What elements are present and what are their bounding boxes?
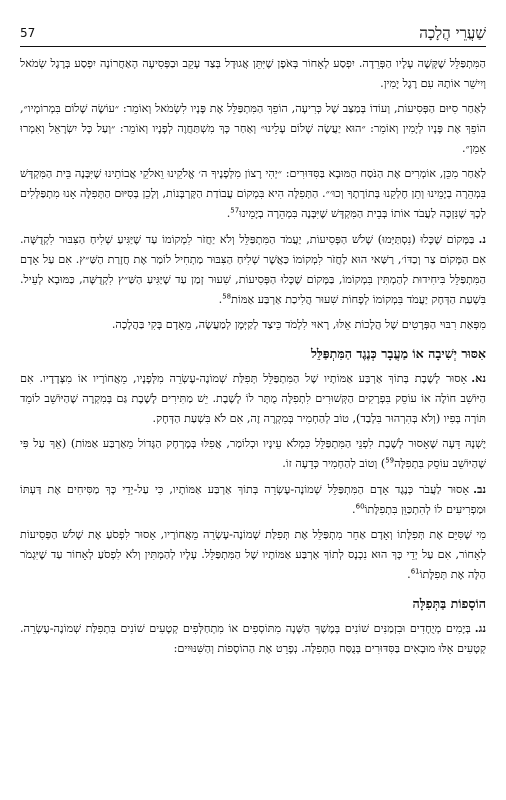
paragraph-text-tail: . xyxy=(407,568,411,581)
paragraph-text: לְאַחַר מִכֵּן, אוֹמְרִים אֶת הַנֹּסַח הַמּוּבָא בַּסִּדּוּרִים: ״יְהִי רָצוֹן מִלְּפָנֶיךָ ה׳ אֱלֹקֵינוּ וֵאלֹקֵי אֲבוֹתֵינוּ שֶׁיִּבָּנֶה בֵּית הַמִּקְדָּשׁ בִּמְהֵרָה בְיָמֵינוּ וְתֵן חֶלְקֵנוּ בְּתוֹרָתֶךָ וְכוּ׳״. הַתְּפִלָּה הִיא בִּמְקוֹם עֲבוֹדַת הַקָּרְבָּנוֹת, וְלָכֵן בְּסִיּוּם הַתְּפִלָּה אָנוּ מִתְפַּלְּלִים לְכָךְ שֶׁנִּזְכֶּה לַעֲבֹד אוֹתוֹ בְּבֵית הַמִּקְדָּשׁ שֶׁיִּבָּנֶה בִּמְהֵרָה בְיָמֵינוּ xyxy=(20,167,486,220)
header-rule xyxy=(20,46,486,47)
footnote-ref: 57 xyxy=(230,206,240,215)
paragraph xyxy=(20,54,486,94)
paragraph xyxy=(20,525,486,585)
paragraph: נ.בַּמָּקוֹם שֶׁכָּלוּ (נִסְתַּיְּמוּ) שָׁלֹשׁ הַפְּסִיעוֹת, יַעֲמֹד הַמִּתְפַּלֵּל וְלֹא יַחֲזֹר לִמְקוֹמוֹ עַד שֶׁיַּגִּיעַ שְׁלִיחַ הַצִּבּוּר לִקְדֻשָּׁה. אִם הַמָּקוֹם צַר וְכַדּוֹ׳, רַשַּׁאי הוּא לַחֲזֹר לִמְקוֹמוֹ כַּאֲשֶׁר שְׁלִיחַ הַצִּבּוּר מַתְחִיל לוֹמַר אֶת חֲזָרַת הַשַּׁ״ץ. אִם עַל אָדָם הַמִּתְפַּלֵּל בִּיחִידוּת לְהַמְתִּין בִּמְקוֹמוֹ, בַּמָּקוֹם שֶׁכָּלוּ הַפְּסִיעוֹת, שִׁעוּר זְמַן עַד שֶׁיַּגִּיעַ הַשַּׁ״ץ לִקְדֻשָּׁה, כַּמּוּבָא לְעֵיל. בִּשְׁעַת הַדְּחָק יַעֲמֹד בִּמְקוֹמוֹ לְפָחוֹת שִׁעוּר הֲלִיכַת אַרְבַּע אַמּוֹת$^{58}$. xyxy=(20,232,486,306)
paragraph xyxy=(20,434,486,474)
paragraph-text: מִי שֶׁסִּיֵּם אֶת תְּפִלָּתוֹ וְאָדָם אַחֵר מִתְפַּלֵּל אֶת תְּפִלַּת שְׁמוֹנֶה-עֶשְׂרֵה מֵאֲחוֹרָיו, אָסוּר לִפְסֹעַ אֶת שָׁלֹשׁ הַפְּסִיעוֹת לְאָחוֹר, אִם עַל יְדֵי כָּךְ הוּא נִכְנָס לְתוֹךְ אַרְבַּע אַמּוֹתָיו שֶׁל הַמִּתְפַּלֵּל. עָלָיו לְהַמְתִּין וְלֹא לִפְסֹעַ לְאָחוֹר עַד שֶׁיִּגְמֹר הַלָּה אֶת תְּפִלָּתוֹ xyxy=(20,528,486,581)
paragraph-text-tail: . xyxy=(352,503,356,516)
paragraph xyxy=(20,368,486,429)
paragraph-text: בַּמָּקוֹם שֶׁכָּלוּ (נִסְתַּיְּמוּ) שָׁלֹשׁ הַפְּסִיעוֹת, יַעֲמֹד הַמִּתְפַּלֵּל וְלֹא יַחֲזֹר לִמְקוֹמוֹ עַד שֶׁיַּגִּיעַ שְׁלִיחַ הַצִּבּוּר לִקְדֻשָּׁה. אִם הַמָּקוֹם צַר וְכַדּוֹ׳, רַשַּׁאי הוּא לַחֲזֹר לִמְקוֹמוֹ כַּאֲשֶׁר שְׁלִיחַ הַצִּבּוּר מַתְחִיל לוֹמַר אֶת חֲזָרַת הַשַּׁ״ץ. אִם עַל אָדָם הַמִּתְפַּלֵּל בִּיחִידוּת לְהַמְתִּין בִּמְקוֹמוֹ, בַּמָּקוֹם שֶׁכָּלוּ הַפְּסִיעוֹת, שִׁעוּר זְמַן עַד שֶׁיַּגִּיעַ הַשַּׁ״ץ לִקְדֻשָּׁה, כַּמּוּבָא לְעֵיל. בִּשְׁעַת הַדְּחָק יַעֲמֹד בִּמְקוֹמוֹ לְפָחוֹת שִׁעוּר הֲלִיכַת אַרְבַּע אַמּוֹת xyxy=(20,233,486,306)
paragraph-text: אָסוּר לָשֶׁבֶת בְּתוֹךְ אַרְבַּע אַמּוֹתָיו שֶׁל הַמִּתְפַּלֵּל תְּפִלַּת שְׁמוֹנֶה-עֶשְׂרֵה מִלְּפָנָיו, מֵאֲחוֹרָיו אוֹ מִצְּדָדָיו. אִם הַיּוֹשֵׁב חוֹלֶה אוֹ עוֹסֵק בִּפְרָקִים הַקְּשׁוּרִים לִתְפִלָּה מֻתָּר לוֹ לָשֶׁבֶת. יֵשׁ מַתִּירִים לָשֶׁבֶת גַּם בְּמִקְרֶה שֶׁהַיּוֹשֵׁב לוֹמֵד תּוֹרָה בְּפִיו (וְלֹא בְּהִרְהוּר בִּלְבַד), טוֹב לְהַחְמִיר בְּמִקְרֶה זֶה, אִם לֹא בִּשְׁעַת הַדְּחָק. xyxy=(20,372,486,425)
paragraph-text: יֶשְׁנָהּ דֵּעָה שֶׁאָסוּר לָשֶׁבֶת לִפְנֵי הַמִּתְפַּלֵּל כִּמְלֹא עֵינָיו וּכְלוֹמַר, אֲפִלּוּ בְּמֶרְחָק הַגָּדוֹל מֵאַרְבַּע אַמּוֹת) (אֵךְ עַל פִּי שֶׁהַיּוֹשֵׁב עוֹסֵק בִּתְפִלָּה xyxy=(20,437,486,470)
section-number: נג. xyxy=(474,621,486,635)
paragraph xyxy=(20,618,486,659)
page-body xyxy=(20,54,486,792)
section-heading: הוֹסָפוֹת בַּתְּפִלָּה xyxy=(412,596,486,611)
section-heading: אִסּוּר יְשִׁיבָה אוֹ מַעֲבָר כְּנֶגֶד הַמִּתְפַּלֵּל xyxy=(310,346,486,361)
paragraph xyxy=(20,99,486,159)
paragraph-text: הַמִּתְפַּלֵּל שֶׁקָּשֶׁה עָלָיו הַפְּרֵדָה. יִפְסַע לְאָחוֹר בְּאֹפֶן שֶׁיִּתֵּן אֲגוּדָל בְּצַד עָקֵב וּבַפְּסִיעָה הָאַחֲרוֹנָה יִפְסַע בְּרֶגֶל שְׂמֹאל וְיִישֵׁר אוֹתָהּ עִם רֶגֶל יָמִין. xyxy=(20,57,486,90)
paragraph-text: לְאַחַר סִיּוּם הַפְּסִיעוֹת, וְעוֹדוֹ בְּמַצַּב שֶׁל כְּרִיעָה, הוֹפֵךְ הַמִּתְפַּלֵּל אֶת פָּנָיו לִשְׂמֹאל וְאוֹמֵר: ״עוֹשֶׂה שָׁלוֹם בִּמְרוֹמָיו״, הוֹפֵךְ אֶת פָּנָיו לְיָמִין וְאוֹמֵר: ״הוּא יַעֲשֶׂה שָׁלוֹם עָלֵינוּ״ וְאַחַר כָּךְ מִשְׁתַּחֲוֶה לְפָנָיו וְאוֹמֵר: ״וְעַל כָּל יִשְׂרָאֵל וְאִמְרוּ אָמֵן״. xyxy=(20,102,486,155)
page-number: 57 xyxy=(20,26,36,40)
section-number: נב. xyxy=(473,482,486,496)
footnote-ref: 58 xyxy=(222,292,232,301)
footnote-ref: 60 xyxy=(355,502,365,511)
paragraph-text-tail: ) וְטוֹב לְהַחְמִיר כְּדֵעָה זוֹ. xyxy=(282,457,386,470)
paragraph xyxy=(20,315,486,335)
footnote-ref: 59 xyxy=(385,456,395,465)
page-header xyxy=(20,24,486,46)
paragraph: לְאַחַר מִכֵּן, אוֹמְרִים אֶת הַנֹּסַח הַמּוּבָא בַּסִּדּוּרִים: ״יְהִי רָצוֹן מִלְּפָנֶיךָ ה׳ אֱלֹקֵינוּ וֵאלֹקֵי אֲבוֹתֵינוּ שֶׁיִּבָּנֶה בֵּית הַמִּקְדָּשׁ בִּמְהֵרָה בְיָמֵינוּ וְתֵן חֶלְקֵנוּ בְּתוֹרָתֶךָ וְכוּ׳״. הַתְּפִלָּה הִיא בִּמְקוֹם עֲבוֹדַת הַקָּרְבָּנוֹת, וְלָכֵן בְּסִיּוּם הַתְּפִלָּה אָנוּ מִתְפַּלְּלִים לְכָךְ שֶׁנִּזְכֶּה לַעֲבֹד אוֹתוֹ בְּבֵית הַמִּקְדָּשׁ שֶׁיִּבָּנֶה בִּמְהֵרָה בְיָמֵינוּ$^{57}$. xyxy=(20,167,486,220)
paragraph-text: בְּיָמִים מְיֻחָדִים וּבִזְמַנִּים שׁוֹנִים בְּמֶשֶׁךְ הַשָּׁנָה מִתּוֹסְפִים אוֹ מִתְחַלְּפִים קְטָעִים שׁוֹנִים בִּתְפִלַּת שְׁמוֹנֶה-עֶשְׂרֵה. קְטָעִים אֵלּוּ מוּבָאִים בַּסִּדּוּרִים בְּנֻסַּח הַתְּפִלָּה. נְפָרֵט אֶת הַהוֹסָפוֹת וְהַשִּׁנּוּיִים: xyxy=(20,622,486,655)
section-number: נ. xyxy=(478,232,486,246)
footnote-ref: 61 xyxy=(410,567,420,576)
running-title: שַׁעֲרֵי הֲלָכָה xyxy=(419,24,486,42)
section-number: נא. xyxy=(471,371,486,385)
paragraph-text: אָסוּר לַעֲבֹר כְּנֶגֶד אָדָם הַמִּתְפַּלֵּל שְׁמוֹנֶה-עֶשְׂרֵה בְּתוֹךְ אַרְבַּע אַמּוֹתָיו, כִּי עַל-יְדֵי כָּךְ מַסִּיחִים אֶת דַּעְתּוֹ וּמַפְרִיעִים לוֹ לְהִתְכַּוֵּן בִּתְפִלָּתוֹ xyxy=(20,483,486,516)
paragraph-text: מִפְּאַת רִבּוּי הַפְּרָטִים שֶׁל הֲלָכוֹת אֵלּוּ, רָאוּי לִלְמֹד כֵּיצַד לְקַיְּמָן לְמַעֲשֶׂה, מֵאָדָם בָּקִי בַּהֲלָכָה. xyxy=(111,318,486,331)
paragraph xyxy=(20,479,486,520)
